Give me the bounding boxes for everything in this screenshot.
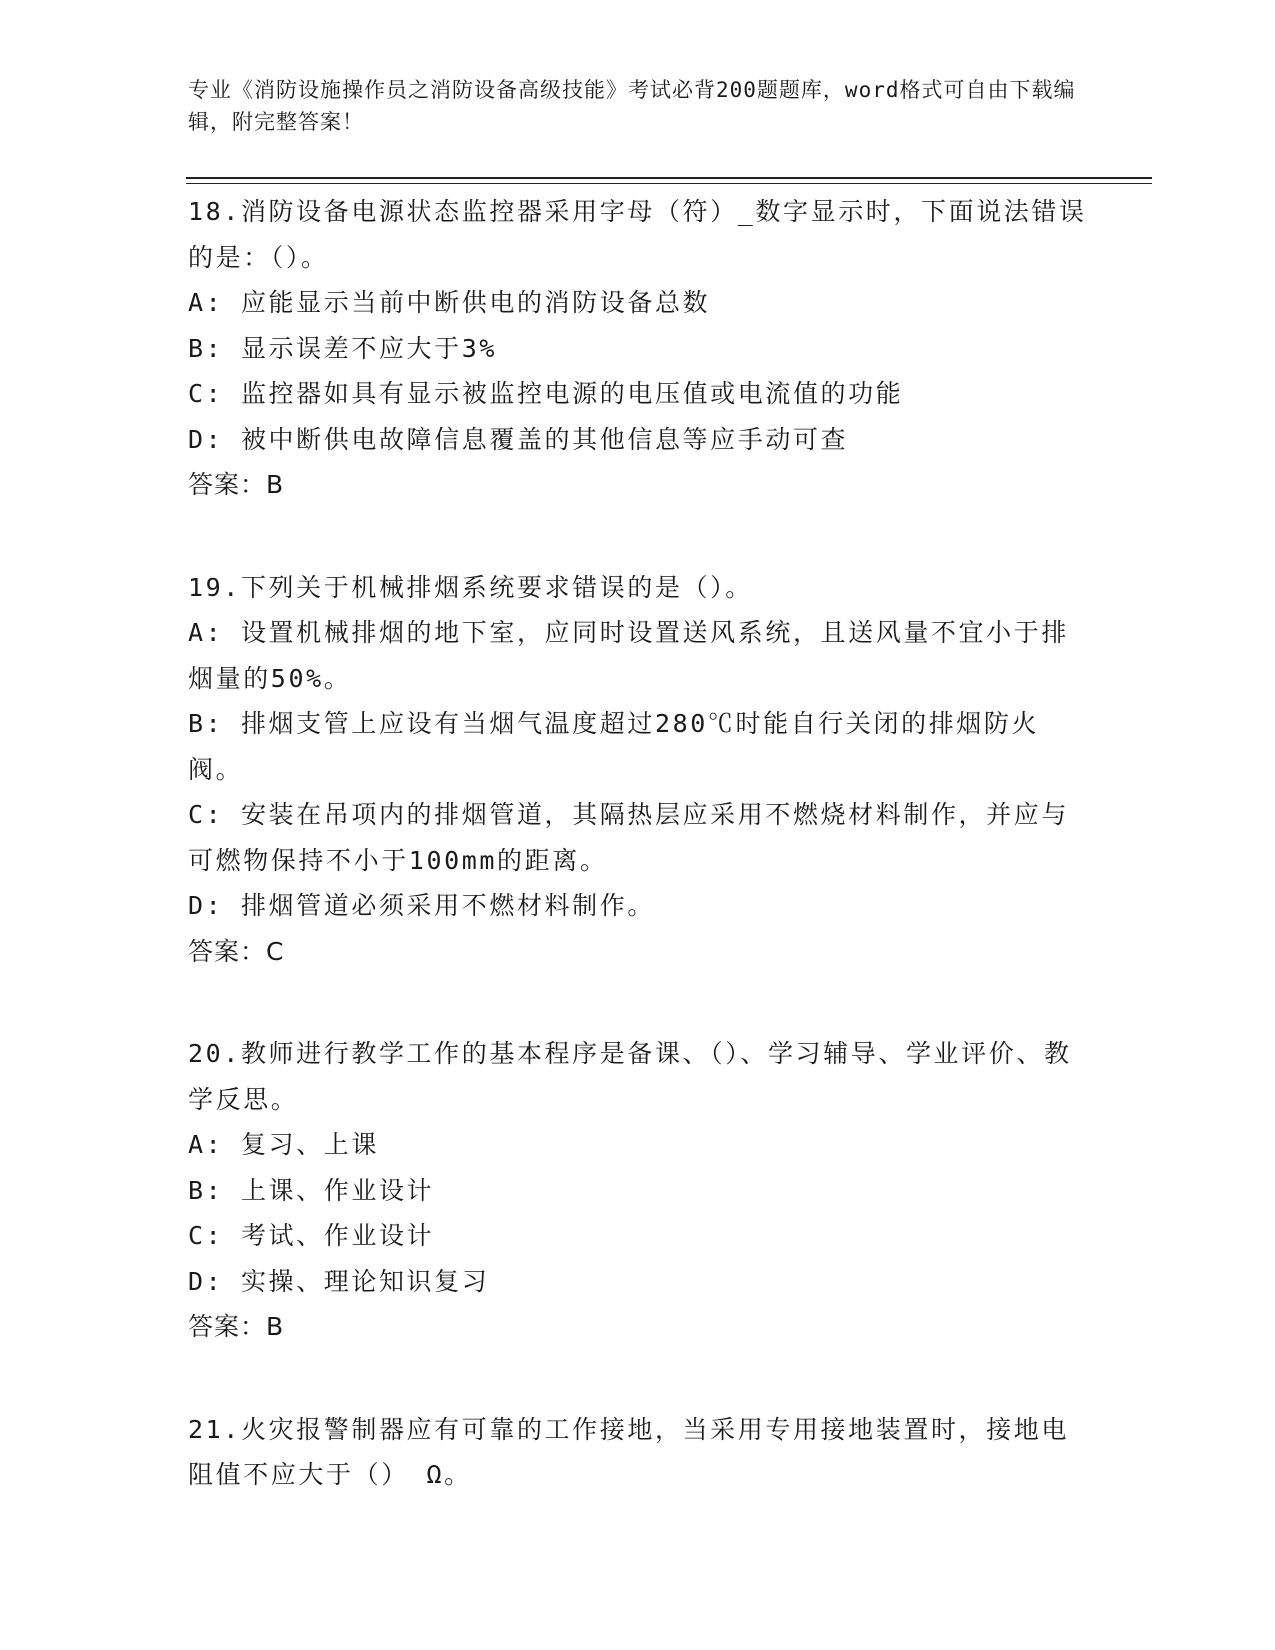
question-18 <box>188 189 1088 508</box>
document-header: 专业《消防设施操作员之消防设备高级技能》考试必背200题题库，word格式可自由下载编辑，附完整答案！ <box>188 78 1076 134</box>
option-c: C: 监控器如具有显示被监控电源的电压值或电流值的功能 <box>188 379 904 408</box>
option-c: C: 考试、作业设计 <box>188 1221 435 1250</box>
question-stem: 20.教师进行教学工作的基本程序是备课、（）、学习辅导、学业评价、教学反思。 <box>188 1039 1072 1114</box>
question-21 <box>188 1407 1088 1498</box>
option-b: B: 上课、作业设计 <box>188 1175 435 1205</box>
option-d: D: 排烟管道必须采用不燃材料制作。 <box>188 891 655 920</box>
option-d: D: 实操、理论知识复习 <box>188 1266 490 1296</box>
answer: 答案：B <box>188 470 285 499</box>
question-list <box>188 189 1088 1555</box>
option-a: A: 应能显示当前中断供电的消防设备总数 <box>188 288 711 317</box>
option-b: B: 显示误差不应大于3% <box>188 333 498 363</box>
answer: 答案：C <box>188 936 285 966</box>
question-stem: 19.下列关于机械排烟系统要求错误的是（）。 <box>188 572 753 602</box>
option-c: C: 安装在吊项内的排烟管道，其隔热层应采用不燃烧材料制作，并应与可燃物保持不小于100mm的距离。 <box>188 800 1069 875</box>
option-d: D: 被中断供电故障信息覆盖的其他信息等应手动可查 <box>188 424 849 454</box>
option-a: A: 复习、上课 <box>188 1130 379 1159</box>
question-19 <box>188 565 1088 975</box>
answer: 答案：B <box>188 1312 285 1341</box>
option-b: B: 排烟支管上应设有当烟气温度超过280℃时能自行关闭的排烟防火阀。 <box>188 709 1040 784</box>
header-rule-thick <box>186 177 1152 179</box>
question-stem: 21.火灾报警制器应有可靠的工作接地，当采用专用接地装置时，接地电阻值不应大于（） Ω。 <box>188 1414 1069 1489</box>
header-rule-thin <box>186 183 1152 184</box>
question-stem: 18.消防设备电源状态监控器采用字母（符）_数字显示时，下面说法错误的是：（）。 <box>188 197 1087 272</box>
question-20 <box>188 1031 1088 1350</box>
option-a: A: 设置机械排烟的地下室，应同时设置送风系统，且送风量不宜小于排烟量的50%。 <box>188 618 1069 693</box>
